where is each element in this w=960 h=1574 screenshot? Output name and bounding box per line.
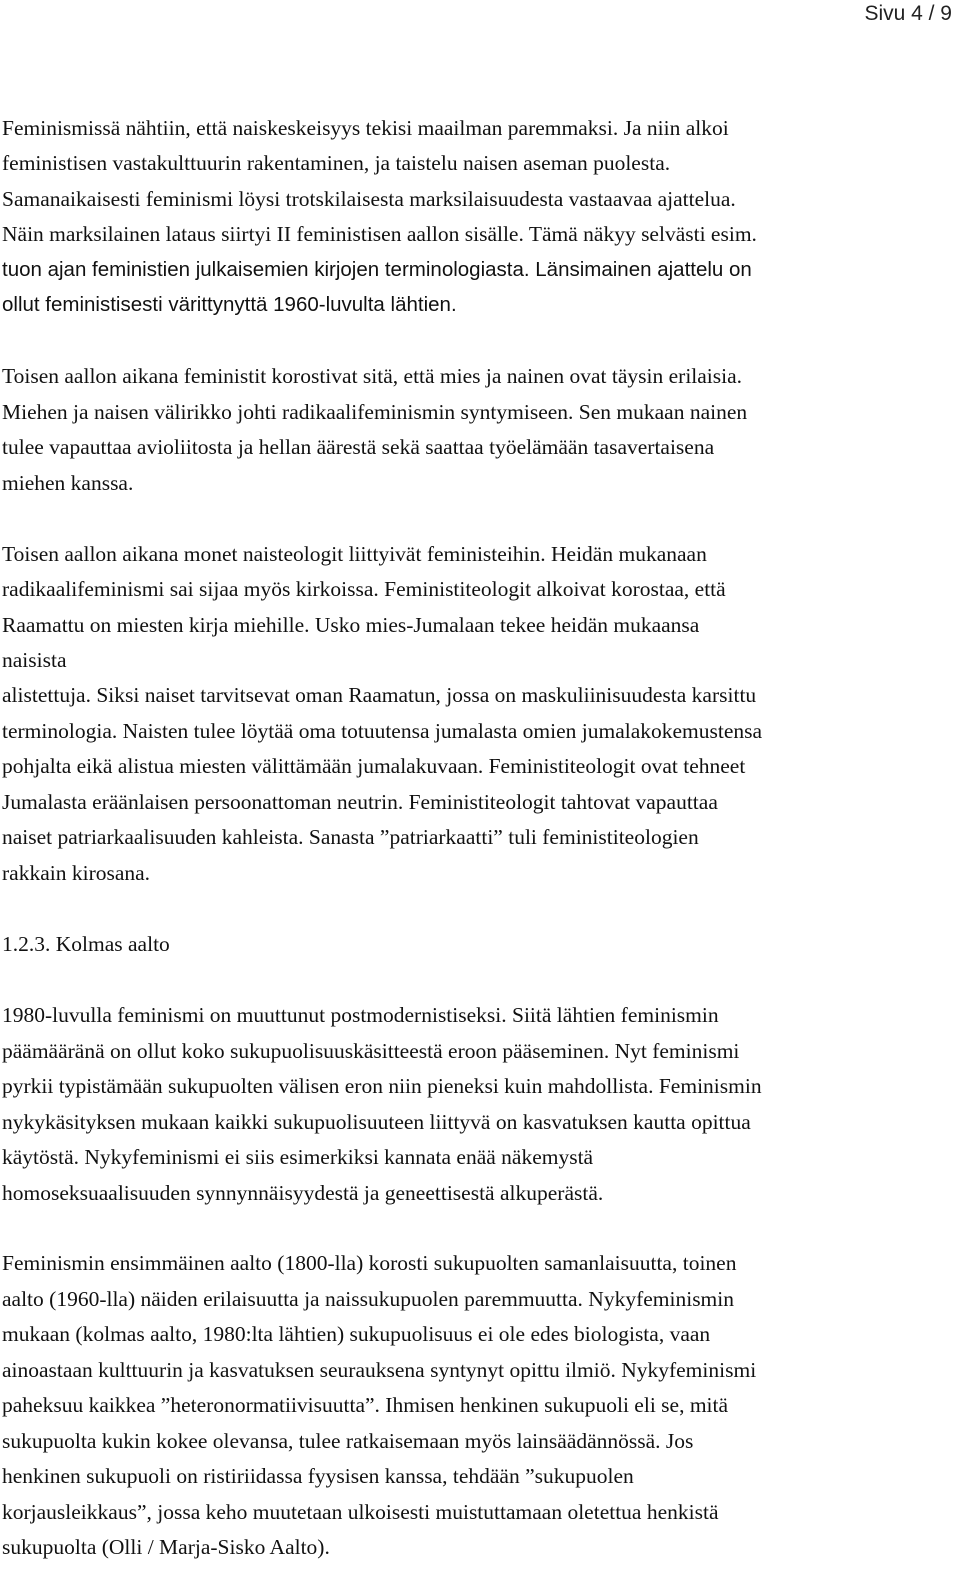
- paragraph-line: radikaalifeminismi sai sijaa myös kirkoissa. Feministiteologit alkoivat korostaa, että: [2, 577, 726, 601]
- paragraph-line: pohjalta eikä alistua miesten välittämään jumalakuvaan. Feministiteologit ovat tehneet: [2, 754, 746, 778]
- paragraph-line: tuon ajan feministien julkaisemien kirjojen terminologiasta. Länsimainen ajattelu on: [2, 258, 752, 281]
- paragraph-line: paheksuu kaikkea ”heteronormatiivisuutta”. Ihmisen henkinen sukupuoli eli se, mitä: [2, 1393, 729, 1417]
- paragraph-line: terminologia. Naisten tulee löytää oma totuutensa jumalasta omien jumalakokemustensa: [2, 719, 763, 743]
- paragraph-line: Raamattu on miesten kirja miehille. Usko mies-Jumalaan tekee heidän mukaansa: [2, 613, 700, 637]
- paragraph-line: alistettuja. Siksi naiset tarvitsevat oman Raamatun, jossa on maskuliinisuudesta karsittu: [2, 683, 757, 707]
- paragraph-line: Jumalasta eräänlaisen persoonattoman neutrin. Feministiteologit tahtovat vapauttaa: [2, 790, 718, 814]
- paragraph-line: ainoastaan kulttuurin ja kasvatuksen seurauksena syntynyt opittu ilmiö. Nykyfeminismi: [2, 1358, 757, 1382]
- paragraph-line: nykykäsityksen mukaan kaikki sukupuolisuuteen liittyvä on kasvatuksen kautta opittua: [2, 1110, 751, 1134]
- paragraph-line: rakkain kirosana.: [2, 861, 151, 885]
- paragraph-line: sukupuolta kukin kokee olevansa, tulee ratkaisemaan myös lainsäädännössä. Jos: [2, 1429, 694, 1453]
- paragraph-line: Toisen aallon aikana feministit korostivat sitä, että mies ja nainen ovat täysin erilaisia.: [2, 364, 743, 388]
- paragraph-line: käytöstä. Nykyfeminismi ei siis esimerkiksi kannata enää näkemystä: [2, 1145, 594, 1169]
- paragraph-line: tulee vapauttaa avioliitosta ja hellan äärestä sekä saattaa työelämään tasavertaisena: [2, 435, 715, 459]
- paragraph-line: päämääränä on ollut koko sukupuolisuuskäsitteestä eroon pääseminen. Nyt feminismi: [2, 1039, 740, 1063]
- paragraph-line: sukupuolta (Olli / Marja-Sisko Aalto).: [2, 1535, 330, 1559]
- paragraph-line: homoseksuaalisuuden synnynnäisyydestä ja geneettisestä alkuperästä.: [2, 1181, 604, 1205]
- paragraph-line: pyrkii typistämään sukupuolten välisen eron niin pieneksi kuin mahdollista. Feminismin: [2, 1074, 762, 1098]
- paragraph-line: miehen kanssa.: [2, 471, 134, 495]
- paragraph-line: Näin marksilainen lataus siirtyi II feministisen aallon sisälle. Tämä näkyy selvästi esim.: [2, 222, 757, 246]
- paragraph-line: aalto (1960-lla) näiden erilaisuutta ja naissukupuolen paremmuutta. Nykyfeminismin: [2, 1287, 735, 1311]
- page-number: Sivu 4 / 9: [864, 2, 952, 25]
- section-heading: 1.2.3. Kolmas aalto: [2, 932, 170, 956]
- paragraph-line: henkinen sukupuoli on ristiriidassa fyysisen kanssa, tehdään ”sukupuolen: [2, 1464, 634, 1488]
- paragraph-line: Toisen aallon aikana monet naisteologit liittyivät feministeihin. Heidän mukanaan: [2, 542, 707, 566]
- paragraph-line: naiset patriarkaalisuuden kahleista. Sanasta ”patriarkaatti” tuli feministiteologien: [2, 825, 699, 849]
- paragraph-line: feministisen vastakulttuurin rakentaminen, ja taistelu naisen aseman puolesta.: [2, 151, 671, 175]
- paragraph-line: Samanaikaisesti feminismi löysi trotskilaisesta marksilaisuudesta vastaavaa ajattelua.: [2, 187, 736, 211]
- paragraph-line: korjausleikkaus”, jossa keho muutetaan ulkoisesti muistuttamaan oletettua henkistä: [2, 1500, 719, 1524]
- paragraph-line: ollut feministisesti värittynyttä 1960-luvulta lähtien.: [2, 293, 457, 316]
- paragraph-line: naisista: [2, 648, 67, 672]
- paragraph-line: mukaan (kolmas aalto, 1980:lta lähtien) sukupuolisuus ei ole edes biologista, vaan: [2, 1322, 711, 1346]
- paragraph-line: Feminismin ensimmäinen aalto (1800-lla) korosti sukupuolten samanlaisuutta, toinen: [2, 1251, 737, 1275]
- paragraph-line: Miehen ja naisen välirikko johti radikaalifeminismin syntymiseen. Sen mukaan nainen: [2, 400, 748, 424]
- paragraph-line: Feminismissä nähtiin, että naiskeskeisyys tekisi maailman paremmaksi. Ja niin alkoi: [2, 116, 729, 140]
- paragraph-line: 1980-luvulla feminismi on muuttunut postmodernistiseksi. Siitä lähtien feminismin: [2, 1003, 719, 1027]
